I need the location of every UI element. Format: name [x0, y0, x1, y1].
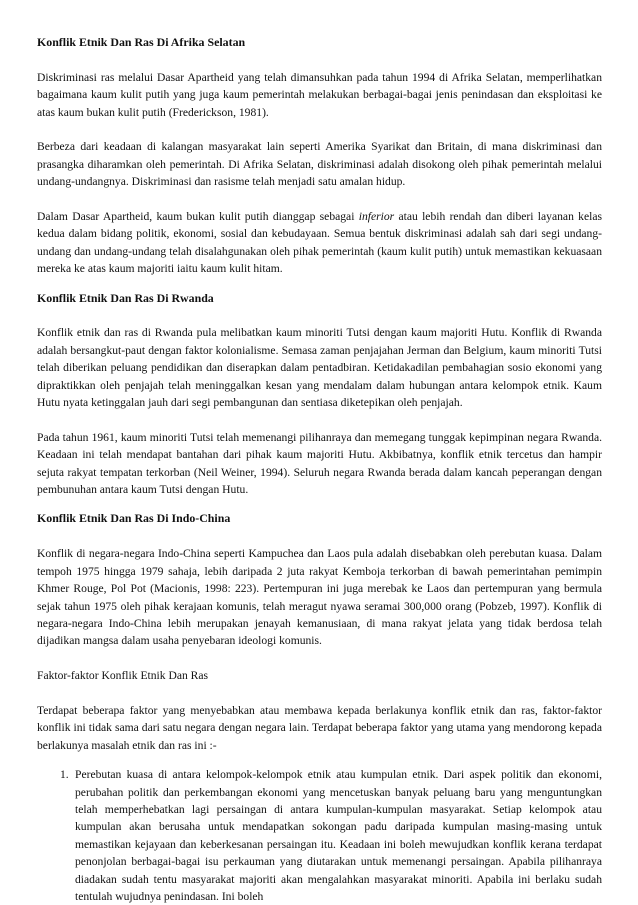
italic-term-inferior: inferior [358, 210, 395, 224]
heading-rwanda: Konflik Etnik Dan Ras Di Rwanda [37, 290, 214, 305]
paragraph-indochina-1: Konflik di negara-negara Indo-China seperti Kampuchea dan Laos pula adalah disebabkan oleh perebutan kuasa. Dalam tempoh 1975 hingga 1979 sahaja, lebih daripada 2 juta rakyat Kemboja terkorban di bawah pemerintahan pemimpin Khmer Rouge, Pol Pot (Macionis, 1998: 223). Pertempuran ini juga merebak ke Laos dan pertempuran yang bermula sejak tahun 1975 oleh pihak kerajaan komunis, telah meragut nyawa seramai 300,000 orang (Pobzeb, 1997). Konflik di negara-negara Indo-China lebih merupakan jenayah kemanusiaan, di mana rakyat jelata yang tidak berdosa telah dijadikan mangsa dalam usaha penyebaran ideologi komunis. [37, 547, 602, 648]
paragraph-afrika-3-part-a: Dalam Dasar Apartheid, kaum bukan kulit putih dianggap sebagai [37, 210, 359, 224]
list-item-text: Perebutan kuasa di antara kelompok-kelompok etnik atau kumpulan etnik. Dari aspek politik dan ekonomi, perubahan politik dan perkembangan ekonomi yang mencetuskan banyak peluang baru yang menguntungkan telah memperhebatkan lagi persaingan di antara kumpulan-kumpulan masyarakat. Setiap kelompok atau kumpulan akan berusaha untuk mendapatkan sokongan padu daripada kumpulan masing-masing untuk memastikan kejayaan dan keberkesanan persaingan itu. Keadaan ini boleh mewujudkan konflik kerana terdapat penonjolan berbagai-bagai isu perkauman yang diutarakan untuk memenangi persaingan. Apabila pilihanraya diadakan sudah tentu masyarakat majoriti akan mengalahkan masyarakat minoriti. Apabila ini berlaku sudah tentulah wujudnya penindasan. Ini boleh [75, 768, 602, 903]
paragraph-afrika-2: Berbeza dari keadaan di kalangan masyarakat lain seperti Amerika Syarikat dan Britain, di mana diskriminasi dan prasangka diharamkan oleh pemerintah. Di Afrika Selatan, diskriminasi adalah disokong oleh pihak pemerintah melalui undang-undangnya. Diskriminasi dan rasisme telah menjadi satu amalan hidup. [37, 140, 602, 189]
list-item [60, 766, 602, 905]
heading-indo-china: Konflik Etnik Dan Ras Di Indo-China [37, 511, 231, 526]
paragraph-faktor-1: Terdapat beberapa faktor yang menyebabkan atau membawa kepada berlakunya konflik etnik dan ras, faktor-faktor konflik ini tidak sama dari satu negara dengan negara lain. Terdapat beberapa faktor yang utama yang mendorong kepada berlakunya masalah etnik dan ras ini :- [37, 703, 602, 752]
paragraph-rwanda-2: Pada tahun 1961, kaum minoriti Tutsi telah memenangi pilihanraya dan memegang tunggak kepimpinan negara Rwanda. Keadaan ini telah mendapat bantahan dari pihak kaum majoriti Hutu. Akbibatnya, konflik etnik tercetus dan hampir sejuta rakyat tempatan terkorban (Neil Weiner, 1994). Seluruh negara Rwanda berada dalam kancah peperangan dengan pembunuhan antara kaum Tutsi dengan Hutu. [37, 430, 602, 497]
factor-list [37, 766, 602, 905]
heading-afrika-selatan: Konflik Etnik Dan Ras Di Afrika Selatan [37, 35, 246, 49]
paragraph-afrika-1: Diskriminasi ras melalui Dasar Apartheid yang telah dimansuhkan pada tahun 1994 di Afrika Selatan, memperlihatkan bagaimana kaum kulit putih yang juga kaum pemerintah melakukan berbagai-bagai jenis penindasan dan eksploitasi ke atas kaum bukan kulit putih (Frederickson, 1981). [37, 70, 602, 119]
paragraph-afrika-3 [37, 208, 602, 278]
paragraph-afrika-3-part-b: atau lebih rendah dan diberi layanan kelas kedua dalam bidang politik, ekonomi, sosial dan kebudayaan. Semua bentuk diskriminasi adalah sah dari segi undang-undang dan undang-undang telah disalahgunakan oleh pihak pemerintah (kaum kulit putih) untuk memastikan kekuasaan mereka ke atas kaum majoriti iaitu kaum kulit hitam. [37, 210, 602, 276]
list-item-number: 1. [60, 768, 69, 782]
heading-faktor: Faktor-faktor Konflik Etnik Dan Ras [37, 669, 209, 683]
paragraph-rwanda-1: Konflik etnik dan ras di Rwanda pula melibatkan kaum minoriti Tutsi dengan kaum majoriti Hutu. Konflik di Rwanda adalah bersangkut-paut dengan faktor kolonialisme. Semasa zaman penjajahan Jerman dan Belgium, kaum minoriti Tutsi telah diberikan peluang pendidikan dan diserapkan dalam pentadbiran. Ketidakadilan pembahagian sosio ekonomi yang dipraktikkan oleh penjajah telah meninggalkan kesan yang mendalam dalam hubungan antara kelompok etnik. Kaum Hutu nyata ketinggalan jauh dari segi pembangunan dan sentiasa diketepikan oleh penjajah. [37, 326, 602, 410]
